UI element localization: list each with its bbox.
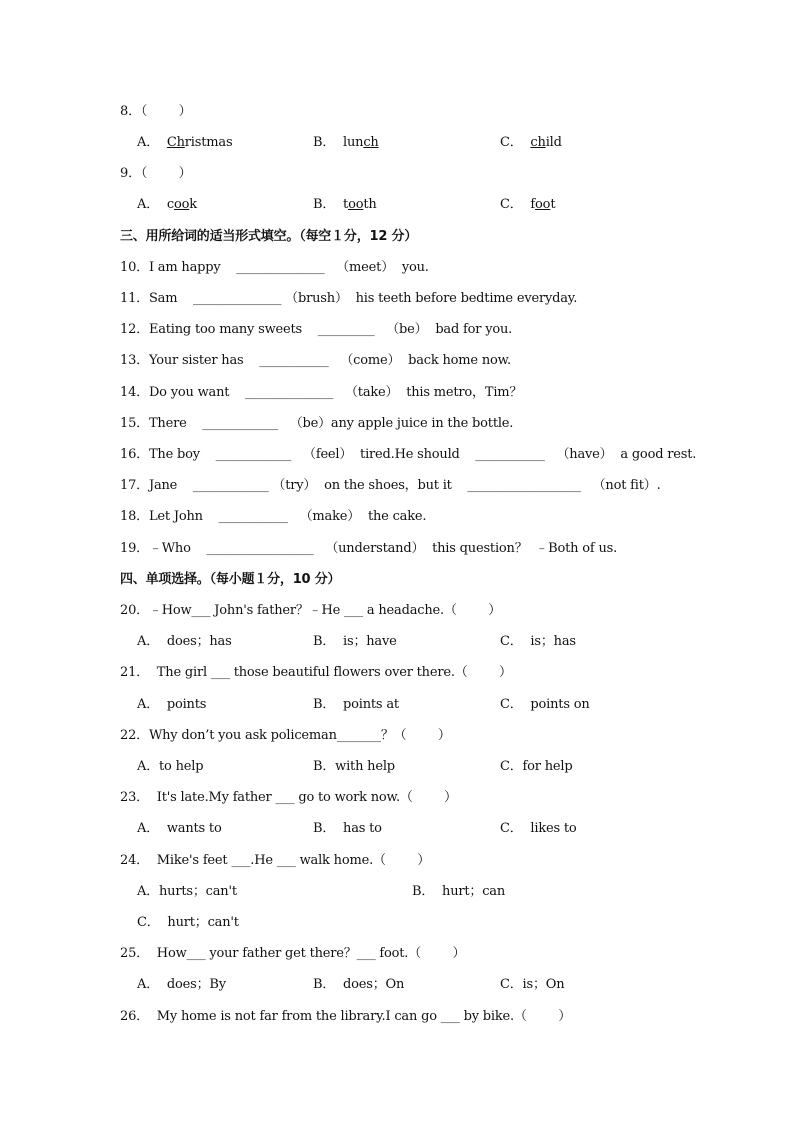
q8-option-c[interactable] [500,134,562,152]
question-26-stem: 26． My home is not far from the library.I can go ___ by bike.（ ） [120,1009,572,1024]
q22-option-b[interactable]: B．with help [313,759,395,774]
option-label: B． [313,135,336,150]
question-24-stem: 24． Mike's feet ___.He ___ walk home.（ ） [120,853,431,868]
fill-question-10: 10．I am happy ______________ （meet） you. [120,260,429,275]
fill-question-14: 14．Do you want ______________ （take） this metro，Tim？ [120,385,523,400]
option-text: k [189,197,197,212]
q8-option-a[interactable] [137,134,232,152]
q8-option-b[interactable] [313,134,379,152]
fill-question-13: 13．Your sister has ___________ （come） back home now. [120,353,511,368]
option-label: A． [137,197,159,212]
fill-question-11: 11．Sam ______________ （brush） his teeth before bedtime everyday. [120,291,578,306]
q20-option-c[interactable]: C． is；has [500,634,576,649]
option-label: B． [313,197,336,212]
fill-question-17: 17．Jane ____________ （try） on the shoes，but it __________________ （not fit）. [120,478,661,493]
question-22-stem: 22．Why don’t you ask policeman_______？（ ） [120,728,451,743]
section-3-heading: 三、用所给词的适当形式填空。（每空１分，12 分） [120,229,418,244]
underlined-letters: ch [363,135,379,150]
q24-option-a[interactable]: A．hurts；can't [137,884,237,899]
q20-option-b[interactable]: B． is；have [313,634,397,649]
question-20-stem: 20．﹣How___ John's father？﹣He ___ a headache.（ ） [120,603,501,618]
fill-question-16: 16．The boy ____________ （feel） tired.He should ___________ （have） a good rest. [120,447,697,462]
q21-option-a[interactable]: A． points [137,697,207,712]
fill-question-19: 19．﹣Who _________________ （understand） this question？ ﹣Both of us. [120,541,618,556]
option-label: C． [500,197,523,212]
q22-option-c[interactable]: C．for help [500,759,573,774]
option-text: ild [545,135,562,150]
underlined-letters: ch [530,135,546,150]
q24-option-b[interactable]: B． hurt；can [412,884,506,899]
option-text: t [550,197,556,212]
q23-option-b[interactable]: B． has to [313,821,382,836]
q21-option-c[interactable]: C． points on [500,697,590,712]
q23-option-c[interactable]: C． likes to [500,821,577,836]
q25-option-a[interactable]: A． does；By [137,977,226,992]
underlined-letters: oo [173,197,190,212]
option-text: f [530,197,536,212]
q25-option-b[interactable]: B． does；On [313,977,405,992]
q9-option-b[interactable] [313,196,377,214]
option-label: A． [137,135,159,150]
question-25-stem: 25． How___ your father get there？___ foot.（ ） [120,946,466,961]
question-21-stem: 21． The girl ___ those beautiful flowers over there.（ ） [120,665,512,680]
option-text: c [166,197,174,212]
q23-option-a[interactable]: A． wants to [137,821,222,836]
option-text: ristmas [184,135,233,150]
q9-option-c[interactable] [500,196,555,214]
underlined-letters: Ch [166,135,185,150]
question-8-stem: 8．（ ） [120,104,192,119]
q21-option-b[interactable]: B． points at [313,697,399,712]
underlined-letters: oo [348,197,364,212]
q9-option-a[interactable] [137,196,197,214]
q24-option-c[interactable]: C． hurt；can't [137,915,239,930]
fill-question-12: 12．Eating too many sweets _________ （be） bad for you. [120,322,513,337]
q22-option-a[interactable]: A．to help [137,759,204,774]
fill-question-15: 15．There ____________ （be）any apple juice in the bottle. [120,416,514,431]
section-4-heading: 四、单项选择。（每小题１分，10 分） [120,572,341,587]
option-text: t [343,197,349,212]
q25-option-c[interactable]: C．is；On [500,977,565,992]
q20-option-a[interactable]: A． does；has [137,634,232,649]
option-text: th [363,197,377,212]
option-text: lun [343,135,364,150]
question-9-stem: 9．（ ） [120,166,192,181]
option-label: C． [500,135,523,150]
fill-question-18: 18．Let John ___________ （make） the cake. [120,509,427,524]
underlined-letters: oo [535,197,551,212]
question-23-stem: 23． It's late.My father ___ go to work now.（ ） [120,790,457,805]
